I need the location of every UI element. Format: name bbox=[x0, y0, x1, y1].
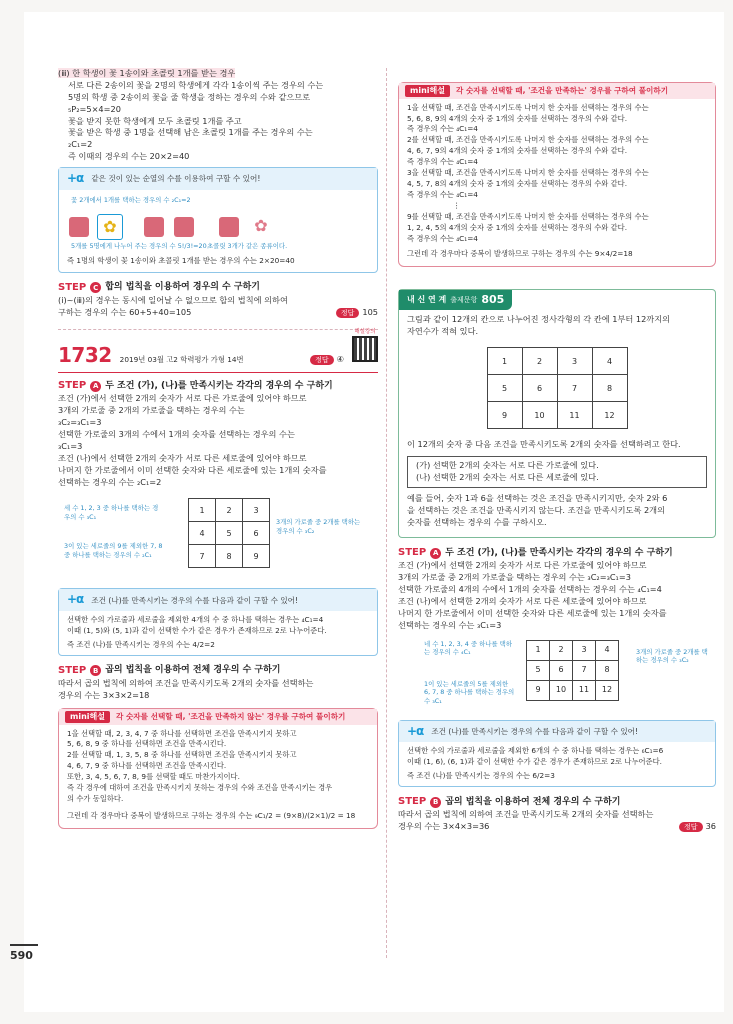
left-column bbox=[58, 68, 378, 829]
stepa-line: 나머지 한 가로줄에서 이미 선택한 숫자와 다른 세로줄에 있는 1개의 숫자를 bbox=[398, 607, 667, 618]
stepa-line: 선택하는 경우의 수는 ₂C₁=2 bbox=[58, 476, 162, 487]
answer-tag: 정답 bbox=[336, 308, 360, 318]
condition-b: (나) 선택한 2개의 숫자는 서로 다른 세로줄에 있다. bbox=[416, 472, 599, 483]
right-column bbox=[398, 82, 716, 833]
problem-divider bbox=[58, 329, 378, 330]
gift-box-icon bbox=[144, 217, 164, 237]
stepc-line: 구하는 경우의 수는 60+5+40=105 정답 105 bbox=[58, 306, 378, 317]
gift-box-icon bbox=[69, 217, 89, 237]
question-line: 그림과 같이 12개의 칸으로 나누어진 정사각형의 각 칸에 1부터 12까지의 bbox=[407, 313, 671, 324]
stepa-line: ₃C₁=3 bbox=[58, 440, 83, 451]
mini-explanation-box bbox=[58, 708, 378, 829]
number-grid-3x4: 1 2 3 4 5 6 7 8 9 10 11 12 bbox=[487, 347, 628, 429]
mini-line: 또한, 3, 4, 5, 6, 7, 8, 9를 선택할 때도 마찬가지이다. bbox=[67, 772, 240, 782]
grid-note-left-top: 세 수 1, 2, 3 중 하나를 택하는 경우의 수 ₃C₁ bbox=[64, 504, 159, 522]
grid-note-right: 3개의 가로줄 중 2개를 택하는 경우의 수 ₃C₂ bbox=[636, 647, 708, 665]
mini-line: 4, 6, 7, 9 중 하나를 선택하면 조건을 만족시킨다. bbox=[67, 761, 227, 771]
stepa-line: 선택하는 경우의 수는 ₃C₁=3 bbox=[398, 619, 502, 630]
tip-result: 즉 1명의 학생이 꽃 1송이와 초콜릿 1개를 받는 경우의 수는 2×20=40 bbox=[67, 255, 295, 265]
grid-figure bbox=[398, 636, 716, 718]
related-question-box bbox=[398, 289, 716, 538]
stepa-line: 선택한 가로줄의 3개의 수에서 1개의 숫자를 선택하는 경우의 수는 bbox=[58, 428, 295, 439]
mini-line: 5, 6, 8, 9의 4개의 숫자 중 1개의 숫자를 선택하는 경우의 수와 같다. bbox=[407, 113, 628, 123]
stepb-line: 경우의 수는 3×3×2=18 bbox=[58, 690, 150, 701]
answer-tag: 정답 bbox=[679, 822, 703, 832]
tip-header: +α 조건 (나)를 만족시키는 경우의 수를 다음과 같이 구할 수 있어! bbox=[399, 721, 715, 742]
stepb-line: 경우의 수는 3×4×3=36 정답 36 bbox=[398, 821, 716, 832]
problem-header bbox=[58, 328, 378, 370]
mini-line: 9를 선택할 때, 조건을 만족시키도록 나머지 한 숫자를 선택하는 경우의 수는 bbox=[407, 211, 649, 221]
page-number: 590 bbox=[10, 944, 38, 964]
plus-alpha-icon: +α bbox=[67, 592, 84, 607]
mini-line: 3을 선택할 때, 조건을 만족시키도록 나머지 한 숫자를 선택하는 경우의 수는 bbox=[407, 168, 649, 178]
tip-header: +α 조건 (나)를 만족시키는 경우의 수를 다음과 같이 구할 수 있어! bbox=[59, 589, 377, 610]
step-badge: C bbox=[90, 282, 101, 293]
problem-number: 1732 bbox=[58, 342, 112, 367]
mini-line: 1을 선택할 때, 2, 3, 4, 7 중 하나를 선택하면 조건을 만족시키지 못하고 bbox=[67, 728, 297, 738]
problem-answer: 정답 ④ bbox=[310, 354, 344, 366]
stepa-line: 조건 (나)에서 선택한 2개의 숫자가 서로 다른 세로줄에 있어야 하므로 bbox=[58, 452, 307, 463]
question-line: 이 12개의 숫자 중 다음 조건을 만족시키도록 2개의 숫자를 선택하려고 한다. bbox=[407, 439, 681, 450]
tip-line: 선택한 수의 가로줄과 세로줄을 제외한 4개의 수 중 하나를 택하는 경우는 ₄C₁=4 bbox=[67, 614, 324, 624]
tip-box-permutation bbox=[58, 167, 378, 272]
tip-line: 즉 조건 (나)를 만족시키는 경우의 수는 4/2=2 bbox=[67, 639, 215, 649]
stepc-line: (ⅰ)~(ⅲ)의 경우는 동시에 일어날 수 없으므로 합의 법칙에 의하여 bbox=[58, 295, 288, 306]
stepa-line: 선택한 가로줄의 4개의 수에서 1개의 숫자를 선택하는 경우의 수는 ₄C₁=4 bbox=[398, 584, 662, 595]
stepa-line: 조건 (가)에서 선택한 2개의 숫자가 서로 다른 가로줄에 있어야 하므로 bbox=[398, 560, 647, 571]
mini-line: 즉 경우의 수는 ₄C₁=4 bbox=[407, 233, 478, 243]
mini-explanation-box bbox=[398, 82, 716, 267]
case3-result: 즉 이때의 경우의 수는 20×2=40 bbox=[68, 151, 190, 162]
step-b-heading: STEP B 곱의 법칙을 이용하여 전체 경우의 수 구하기 bbox=[58, 664, 281, 676]
case3-line: 서로 다른 2송이의 꽃을 2명의 학생에게 각각 1송이씩 주는 경우의 수는 bbox=[68, 79, 324, 90]
textbook-page bbox=[10, 12, 724, 1012]
tip-note-bottom-right: 초콜릿 3개가 같은 종류이다. bbox=[207, 241, 288, 250]
stepb-line: 따라서 곱의 법칙에 의하여 조건을 만족시키도록 2개의 숫자를 선택하는 bbox=[398, 809, 654, 820]
mini-line: 2를 선택할 때, 1, 3, 5, 8 중 하나를 선택하면 조건을 만족시키지 못하고 bbox=[67, 750, 297, 760]
tip-header: +α 같은 것이 있는 순열의 수를 이용하여 구할 수 있어! bbox=[59, 168, 377, 189]
grid-figure bbox=[58, 492, 378, 584]
mini-line: ⋮ bbox=[453, 201, 461, 211]
step-a-heading: STEP A 두 조건 (가), (나)를 만족시키는 각각의 경우의 수 구하기 bbox=[58, 379, 333, 391]
tip-box-condition bbox=[58, 588, 378, 655]
mini-line: 5, 6, 8, 9 중 하나를 선택하면 조건을 만족시킨다. bbox=[67, 739, 227, 749]
flower-icon: ✿ bbox=[254, 215, 268, 235]
tip-note-bottom-left: 5개를 5명에게 나누어 주는 경우의 수 5!/3!=20 bbox=[71, 241, 207, 250]
question-line: 숫자를 선택하는 경우의 수를 구하시오. bbox=[407, 516, 547, 527]
grid-note-right: 3개의 가로줄 중 2개를 택하는 경우의 수 ₃C₂ bbox=[276, 518, 361, 536]
case3-line: 꽃을 받지 못한 학생에게 모두 초콜릿 1개를 주고 bbox=[68, 115, 242, 126]
step-c-heading: STEP C 합의 법칙을 이용하여 경우의 수 구하기 bbox=[58, 281, 260, 293]
mini-line: 즉 경우의 수는 ₄C₁=4 bbox=[407, 157, 478, 167]
tip-line: 이때 (1, 6), (6, 1)과 같이 선택한 수가 같은 경우가 존재하므로 2로 나누어준다. bbox=[407, 756, 662, 766]
mini-line: 1을 선택할 때, 조건을 만족시키도록 나머지 한 숫자를 선택하는 경우의 수는 bbox=[407, 102, 649, 112]
mini-line: 4, 5, 7, 8의 4개의 숫자 중 1개의 숫자를 선택하는 경우의 수와 같다. bbox=[407, 179, 628, 189]
gift-box-icon bbox=[219, 217, 239, 237]
related-header: 내 신 연 계 출제문항 805 bbox=[399, 290, 512, 310]
mini-header: mini해설 각 숫자를 선택할 때, '조건을 만족하는' 경우를 구하여 풀이하기 bbox=[399, 83, 715, 99]
step-b-heading: STEP B 곱의 법칙을 이용하여 전체 경우의 수 구하기 bbox=[398, 795, 621, 807]
stepa-line: 3개의 가로줄 중 2개의 가로줄을 택하는 경우의 수는 bbox=[58, 405, 245, 416]
mini-line: 그런데 각 경우마다 중복이 발생하므로 구하는 경우의 수는 9×4/2=18 bbox=[407, 248, 633, 258]
mini-line: 즉 각 경우에 대하여 조건을 만족시키지 못하는 경우의 수와 조건을 만족시키는 경우 bbox=[67, 783, 333, 793]
question-line: 자연수가 적혀 있다. bbox=[407, 325, 479, 336]
case3-title: (ⅲ) 한 학생이 꽃 1송이와 초콜릿 1개를 받는 경우 bbox=[58, 68, 236, 78]
problem-source: 2019년 03월 고2 학력평가 가형 14번 bbox=[119, 354, 244, 364]
flower-icon: ✿ bbox=[97, 214, 123, 240]
grid-note-left-bottom: 1이 있는 세로줄의 5를 제외한 6, 7, 8 중 하나를 택하는 경우의 수 ₃C₁ bbox=[424, 679, 515, 705]
case3-line: 5명의 학생 중 2송이의 꽃을 줄 학생을 정하는 경우의 수와 같으므로 bbox=[68, 91, 311, 102]
number-grid-3x3: 1 2 3 4 5 6 7 8 9 bbox=[188, 498, 270, 568]
step-a-heading: STEP A 두 조건 (가), (나)를 만족시키는 각각의 경우의 수 구하기 bbox=[398, 546, 673, 558]
tip-box-condition bbox=[398, 720, 716, 787]
mini-line: 그런데 각 경우마다 중복이 발생하므로 구하는 경우의 수는 ₉C₁/2 = (9×8)/(2×1)/2 = 18 bbox=[67, 811, 356, 821]
grid-note-left-bottom: 3이 있는 세로줄의 9를 제외한 7, 8 중 하나를 택하는 경우의 수 ₂C₁ bbox=[64, 542, 163, 560]
stepa-line: 조건 (가)에서 선택한 2개의 숫자가 서로 다른 가로줄에 있어야 하므로 bbox=[58, 393, 307, 404]
conditions-box bbox=[407, 456, 707, 488]
tip-line: 이때 (1, 5)와 (5, 1)과 같이 선택한 수가 같은 경우가 존재하므로 2로 나누어준다. bbox=[67, 625, 327, 635]
stepa-line: ₃C₂=₃C₁=3 bbox=[58, 417, 102, 428]
mini-line: 의 수가 동일하다. bbox=[67, 794, 124, 804]
stepa-line: 3개의 가로줄 중 2개의 가로줄을 택하는 경우의 수는 ₃C₂=₃C₁=3 bbox=[398, 572, 631, 583]
case3-line: ₅P₂=5×4=20 bbox=[68, 103, 121, 114]
mini-line: 즉 경우의 수는 ₄C₁=4 bbox=[407, 124, 478, 134]
mini-line: 1, 2, 4, 5의 4개의 숫자 중 1개의 숫자를 선택하는 경우의 수와 같다. bbox=[407, 222, 628, 232]
grid-note-left-top: 네 수 1, 2, 3, 4 중 하나를 택하는 경우의 수 ₄C₁ bbox=[424, 639, 512, 657]
mini-header: mini해설 각 숫자를 선택할 때, '조건을 만족하지 않는' 경우를 구하여 풀이하기 bbox=[59, 709, 377, 725]
mini-line: 즉 경우의 수는 ₄C₁=4 bbox=[407, 190, 478, 200]
stepa-line: 조건 (나)에서 선택한 2개의 숫자가 서로 다른 세로줄에 있어야 하므로 bbox=[398, 595, 647, 606]
tip-note-top: 꽃 2개에서 1개를 택하는 경우의 수 ₂C₁=2 bbox=[71, 195, 191, 204]
tip-line: 즉 조건 (나)를 만족시키는 경우의 수는 6/2=3 bbox=[407, 770, 555, 780]
plus-alpha-icon: +α bbox=[67, 171, 84, 186]
qr-code[interactable]: 해설강의 bbox=[352, 328, 378, 362]
mini-line: 2를 선택할 때, 조건을 만족시키도록 나머지 한 숫자를 선택하는 경우의 수는 bbox=[407, 135, 649, 145]
stepa-line: 나머지 한 가로줄에서 이미 선택한 숫자와 다른 세로줄에 있는 1개의 숫자를 bbox=[58, 464, 327, 475]
stepb-line: 따라서 곱의 법칙에 의하여 조건을 만족시키도록 2개의 숫자를 선택하는 bbox=[58, 678, 314, 689]
gift-box-icon bbox=[174, 217, 194, 237]
case3-line: ₂C₁=2 bbox=[68, 139, 93, 150]
number-grid-3x4: 1 2 3 4 5 6 7 8 9 10 11 12 bbox=[526, 640, 619, 701]
plus-alpha-icon: +α bbox=[407, 723, 424, 738]
column-divider bbox=[386, 68, 387, 958]
mini-line: 4, 6, 7, 9의 4개의 숫자 중 1개의 숫자를 선택하는 경우의 수와 같다. bbox=[407, 146, 628, 156]
question-line: 예를 들어, 숫자 1과 6을 선택하는 것은 조건을 만족시키지만, 숫자 2와 6 bbox=[407, 493, 668, 504]
tip-line: 선택한 수의 가로줄과 세로줄을 제외한 6개의 수 중 하나를 택하는 경우는 ₆C₁=6 bbox=[407, 746, 664, 756]
condition-a: (가) 선택한 2개의 숫자는 서로 다른 가로줄에 있다. bbox=[416, 460, 599, 471]
question-line: 을 선택하는 것은 조건을 만족시키지 않는다. 조건을 만족시키도록 2개의 bbox=[407, 505, 665, 515]
case3-line: 꽃을 받은 학생 중 1명을 선택해 남은 초콜릿 1개를 주는 경우의 수는 bbox=[68, 127, 313, 138]
